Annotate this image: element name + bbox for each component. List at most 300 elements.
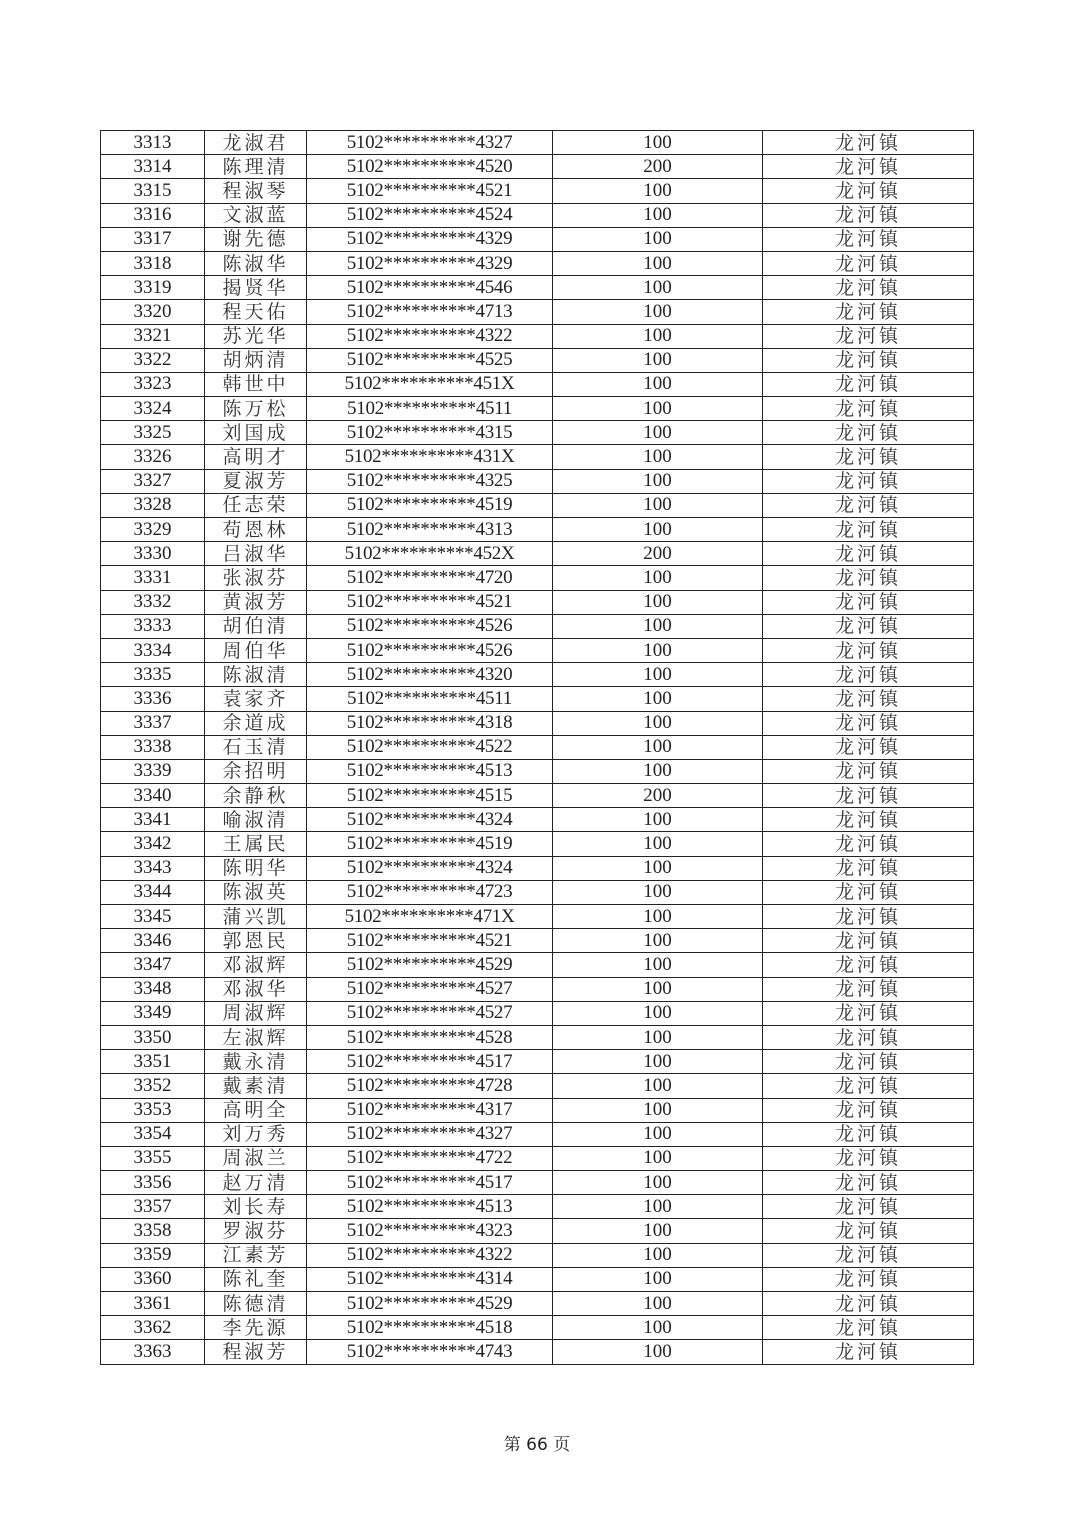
- name-cell: 邓淑华: [205, 977, 307, 1001]
- name-cell: 陈淑清: [205, 663, 307, 687]
- name-cell: 黄淑芳: [205, 590, 307, 614]
- id-number-cell: 5102**********4520: [307, 155, 553, 179]
- name-cell: 任志荣: [205, 493, 307, 517]
- name-cell: 陈德清: [205, 1292, 307, 1316]
- table-row: [101, 1340, 974, 1364]
- table-row: [101, 735, 974, 759]
- id-number-cell: 5102**********4320: [307, 663, 553, 687]
- amount-cell: 100: [553, 1001, 763, 1025]
- table-row: [101, 1025, 974, 1049]
- amount-cell: 100: [553, 711, 763, 735]
- township-cell: 龙河镇: [763, 397, 974, 421]
- row-number-cell: 3331: [101, 566, 205, 590]
- table-row: [101, 203, 974, 227]
- row-number-cell: 3329: [101, 518, 205, 542]
- row-number-cell: 3361: [101, 1292, 205, 1316]
- township-cell: 龙河镇: [763, 687, 974, 711]
- amount-cell: 100: [553, 372, 763, 396]
- table-row: [101, 421, 974, 445]
- name-cell: 谢先德: [205, 227, 307, 251]
- name-cell: 左淑辉: [205, 1025, 307, 1049]
- table-row: [101, 566, 974, 590]
- amount-cell: 100: [553, 1025, 763, 1049]
- amount-cell: 100: [553, 590, 763, 614]
- amount-cell: 100: [553, 808, 763, 832]
- amount-cell: 100: [553, 638, 763, 662]
- amount-cell: 100: [553, 1146, 763, 1170]
- name-cell: 程天佑: [205, 300, 307, 324]
- id-number-cell: 5102**********4322: [307, 324, 553, 348]
- row-number-cell: 3338: [101, 735, 205, 759]
- amount-cell: 100: [553, 1074, 763, 1098]
- id-number-cell: 5102**********4546: [307, 276, 553, 300]
- township-cell: 龙河镇: [763, 614, 974, 638]
- id-number-cell: 5102**********4526: [307, 638, 553, 662]
- id-number-cell: 5102**********4517: [307, 1171, 553, 1195]
- id-number-cell: 5102**********4327: [307, 1122, 553, 1146]
- row-number-cell: 3362: [101, 1316, 205, 1340]
- name-cell: 揭贤华: [205, 276, 307, 300]
- amount-cell: 100: [553, 203, 763, 227]
- id-number-cell: 5102**********4322: [307, 1243, 553, 1267]
- id-number-cell: 5102**********4315: [307, 421, 553, 445]
- id-number-cell: 5102**********4521: [307, 929, 553, 953]
- township-cell: 龙河镇: [763, 1122, 974, 1146]
- table-row: [101, 905, 974, 929]
- table-row: [101, 638, 974, 662]
- table-row: [101, 493, 974, 517]
- id-number-cell: 5102**********4327: [307, 131, 553, 155]
- amount-cell: 100: [553, 179, 763, 203]
- table-row: [101, 590, 974, 614]
- amount-cell: 100: [553, 324, 763, 348]
- amount-cell: 200: [553, 784, 763, 808]
- name-cell: 江素芳: [205, 1243, 307, 1267]
- amount-cell: 100: [553, 518, 763, 542]
- row-number-cell: 3349: [101, 1001, 205, 1025]
- township-cell: 龙河镇: [763, 1025, 974, 1049]
- name-cell: 郭恩民: [205, 929, 307, 953]
- row-number-cell: 3350: [101, 1025, 205, 1049]
- township-cell: 龙河镇: [763, 518, 974, 542]
- township-cell: 龙河镇: [763, 1074, 974, 1098]
- township-cell: 龙河镇: [763, 203, 974, 227]
- township-cell: 龙河镇: [763, 759, 974, 783]
- name-cell: 余招明: [205, 759, 307, 783]
- row-number-cell: 3359: [101, 1243, 205, 1267]
- row-number-cell: 3346: [101, 929, 205, 953]
- amount-cell: 100: [553, 397, 763, 421]
- row-number-cell: 3342: [101, 832, 205, 856]
- id-number-cell: 5102**********4528: [307, 1025, 553, 1049]
- table-row: [101, 977, 974, 1001]
- amount-cell: 100: [553, 469, 763, 493]
- table-row: [101, 1292, 974, 1316]
- table-row: [101, 929, 974, 953]
- township-cell: 龙河镇: [763, 1001, 974, 1025]
- table-row: [101, 663, 974, 687]
- name-cell: 胡炳清: [205, 348, 307, 372]
- township-cell: 龙河镇: [763, 735, 974, 759]
- township-cell: 龙河镇: [763, 638, 974, 662]
- id-number-cell: 5102**********4515: [307, 784, 553, 808]
- name-cell: 胡伯清: [205, 614, 307, 638]
- township-cell: 龙河镇: [763, 469, 974, 493]
- table-row: [101, 880, 974, 904]
- name-cell: 陈淑华: [205, 251, 307, 275]
- name-cell: 戴素清: [205, 1074, 307, 1098]
- township-cell: 龙河镇: [763, 832, 974, 856]
- row-number-cell: 3314: [101, 155, 205, 179]
- amount-cell: 100: [553, 977, 763, 1001]
- row-number-cell: 3340: [101, 784, 205, 808]
- name-cell: 高明才: [205, 445, 307, 469]
- id-number-cell: 5102**********4526: [307, 614, 553, 638]
- township-cell: 龙河镇: [763, 372, 974, 396]
- amount-cell: 100: [553, 276, 763, 300]
- row-number-cell: 3352: [101, 1074, 205, 1098]
- township-cell: 龙河镇: [763, 566, 974, 590]
- name-cell: 高明全: [205, 1098, 307, 1122]
- table-row: [101, 784, 974, 808]
- id-number-cell: 5102**********4511: [307, 687, 553, 711]
- township-cell: 龙河镇: [763, 880, 974, 904]
- row-number-cell: 3318: [101, 251, 205, 275]
- township-cell: 龙河镇: [763, 1243, 974, 1267]
- row-number-cell: 3325: [101, 421, 205, 445]
- table-row: [101, 276, 974, 300]
- amount-cell: 100: [553, 929, 763, 953]
- amount-cell: 100: [553, 614, 763, 638]
- amount-cell: 100: [553, 832, 763, 856]
- table-row: [101, 324, 974, 348]
- row-number-cell: 3316: [101, 203, 205, 227]
- id-number-cell: 5102**********4521: [307, 590, 553, 614]
- id-number-cell: 5102**********4519: [307, 493, 553, 517]
- township-cell: 龙河镇: [763, 324, 974, 348]
- row-number-cell: 3353: [101, 1098, 205, 1122]
- amount-cell: 200: [553, 542, 763, 566]
- township-cell: 龙河镇: [763, 808, 974, 832]
- row-number-cell: 3343: [101, 856, 205, 880]
- row-number-cell: 3337: [101, 711, 205, 735]
- id-number-cell: 5102**********4525: [307, 348, 553, 372]
- amount-cell: 100: [553, 227, 763, 251]
- name-cell: 周淑兰: [205, 1146, 307, 1170]
- name-cell: 余静秋: [205, 784, 307, 808]
- id-number-cell: 5102**********4519: [307, 832, 553, 856]
- name-cell: 韩世中: [205, 372, 307, 396]
- amount-cell: 100: [553, 493, 763, 517]
- township-cell: 龙河镇: [763, 856, 974, 880]
- row-number-cell: 3327: [101, 469, 205, 493]
- id-number-cell: 5102**********4317: [307, 1098, 553, 1122]
- id-number-cell: 5102**********4743: [307, 1340, 553, 1364]
- name-cell: 余道成: [205, 711, 307, 735]
- name-cell: 王属民: [205, 832, 307, 856]
- id-number-cell: 5102**********4728: [307, 1074, 553, 1098]
- id-number-cell: 5102**********4324: [307, 808, 553, 832]
- table-row: [101, 1316, 974, 1340]
- id-number-cell: 5102**********4527: [307, 977, 553, 1001]
- amount-cell: 100: [553, 953, 763, 977]
- township-cell: 龙河镇: [763, 1316, 974, 1340]
- id-number-cell: 5102**********4513: [307, 1195, 553, 1219]
- id-number-cell: 5102**********431X: [307, 445, 553, 469]
- township-cell: 龙河镇: [763, 1098, 974, 1122]
- row-number-cell: 3360: [101, 1267, 205, 1291]
- amount-cell: 100: [553, 566, 763, 590]
- table-row: [101, 1098, 974, 1122]
- township-cell: 龙河镇: [763, 953, 974, 977]
- township-cell: 龙河镇: [763, 131, 974, 155]
- table-row: [101, 1219, 974, 1243]
- row-number-cell: 3313: [101, 131, 205, 155]
- row-number-cell: 3348: [101, 977, 205, 1001]
- id-number-cell: 5102**********4329: [307, 227, 553, 251]
- id-number-cell: 5102**********4517: [307, 1050, 553, 1074]
- name-cell: 陈淑英: [205, 880, 307, 904]
- name-cell: 陈万松: [205, 397, 307, 421]
- row-number-cell: 3351: [101, 1050, 205, 1074]
- row-number-cell: 3334: [101, 638, 205, 662]
- township-cell: 龙河镇: [763, 663, 974, 687]
- table-row: [101, 518, 974, 542]
- township-cell: 龙河镇: [763, 1340, 974, 1364]
- amount-cell: 100: [553, 131, 763, 155]
- table-row: [101, 808, 974, 832]
- row-number-cell: 3336: [101, 687, 205, 711]
- row-number-cell: 3328: [101, 493, 205, 517]
- row-number-cell: 3355: [101, 1146, 205, 1170]
- row-number-cell: 3324: [101, 397, 205, 421]
- township-cell: 龙河镇: [763, 421, 974, 445]
- township-cell: 龙河镇: [763, 251, 974, 275]
- table-row: [101, 1001, 974, 1025]
- id-number-cell: 5102**********4527: [307, 1001, 553, 1025]
- id-number-cell: 5102**********4720: [307, 566, 553, 590]
- name-cell: 喻淑清: [205, 808, 307, 832]
- amount-cell: 100: [553, 251, 763, 275]
- township-cell: 龙河镇: [763, 179, 974, 203]
- name-cell: 刘万秀: [205, 1122, 307, 1146]
- township-cell: 龙河镇: [763, 542, 974, 566]
- amount-cell: 100: [553, 1340, 763, 1364]
- row-number-cell: 3358: [101, 1219, 205, 1243]
- table-row: [101, 155, 974, 179]
- table-row: [101, 227, 974, 251]
- amount-cell: 100: [553, 1219, 763, 1243]
- name-cell: 袁家齐: [205, 687, 307, 711]
- amount-cell: 100: [553, 300, 763, 324]
- id-number-cell: 5102**********4324: [307, 856, 553, 880]
- name-cell: 龙淑君: [205, 131, 307, 155]
- name-cell: 刘国成: [205, 421, 307, 445]
- row-number-cell: 3344: [101, 880, 205, 904]
- amount-cell: 100: [553, 1122, 763, 1146]
- name-cell: 李先源: [205, 1316, 307, 1340]
- row-number-cell: 3341: [101, 808, 205, 832]
- amount-cell: 100: [553, 1195, 763, 1219]
- table-row: [101, 687, 974, 711]
- name-cell: 张淑芬: [205, 566, 307, 590]
- township-cell: 龙河镇: [763, 711, 974, 735]
- id-number-cell: 5102**********4529: [307, 953, 553, 977]
- name-cell: 周淑辉: [205, 1001, 307, 1025]
- row-number-cell: 3319: [101, 276, 205, 300]
- roster-table: [100, 130, 974, 1365]
- name-cell: 苟恩林: [205, 518, 307, 542]
- township-cell: 龙河镇: [763, 493, 974, 517]
- table-row: [101, 469, 974, 493]
- amount-cell: 100: [553, 759, 763, 783]
- name-cell: 陈明华: [205, 856, 307, 880]
- name-cell: 陈礼奎: [205, 1267, 307, 1291]
- id-number-cell: 5102**********4529: [307, 1292, 553, 1316]
- township-cell: 龙河镇: [763, 1292, 974, 1316]
- id-number-cell: 5102**********451X: [307, 372, 553, 396]
- id-number-cell: 5102**********4723: [307, 880, 553, 904]
- amount-cell: 200: [553, 155, 763, 179]
- table-row: [101, 953, 974, 977]
- id-number-cell: 5102**********4522: [307, 735, 553, 759]
- id-number-cell: 5102**********4314: [307, 1267, 553, 1291]
- row-number-cell: 3333: [101, 614, 205, 638]
- id-number-cell: 5102**********4323: [307, 1219, 553, 1243]
- amount-cell: 100: [553, 1292, 763, 1316]
- name-cell: 陈理清: [205, 155, 307, 179]
- id-number-cell: 5102**********471X: [307, 905, 553, 929]
- table-row: [101, 372, 974, 396]
- amount-cell: 100: [553, 880, 763, 904]
- table-row: [101, 1122, 974, 1146]
- table-row: [101, 1243, 974, 1267]
- township-cell: 龙河镇: [763, 276, 974, 300]
- table-row: [101, 445, 974, 469]
- id-number-cell: 5102**********4521: [307, 179, 553, 203]
- table-row: [101, 711, 974, 735]
- table-row: [101, 1267, 974, 1291]
- row-number-cell: 3347: [101, 953, 205, 977]
- township-cell: 龙河镇: [763, 590, 974, 614]
- name-cell: 石玉清: [205, 735, 307, 759]
- id-number-cell: 5102**********4318: [307, 711, 553, 735]
- table-row: [101, 179, 974, 203]
- row-number-cell: 3332: [101, 590, 205, 614]
- id-number-cell: 5102**********4518: [307, 1316, 553, 1340]
- township-cell: 龙河镇: [763, 227, 974, 251]
- amount-cell: 100: [553, 348, 763, 372]
- row-number-cell: 3354: [101, 1122, 205, 1146]
- row-number-cell: 3322: [101, 348, 205, 372]
- row-number-cell: 3323: [101, 372, 205, 396]
- row-number-cell: 3315: [101, 179, 205, 203]
- row-number-cell: 3357: [101, 1195, 205, 1219]
- township-cell: 龙河镇: [763, 1267, 974, 1291]
- township-cell: 龙河镇: [763, 1195, 974, 1219]
- amount-cell: 100: [553, 687, 763, 711]
- amount-cell: 100: [553, 1050, 763, 1074]
- id-number-cell: 5102**********4313: [307, 518, 553, 542]
- name-cell: 邓淑辉: [205, 953, 307, 977]
- table-row: [101, 397, 974, 421]
- table-row: [101, 1074, 974, 1098]
- table-row: [101, 542, 974, 566]
- row-number-cell: 3320: [101, 300, 205, 324]
- amount-cell: 100: [553, 1098, 763, 1122]
- township-cell: 龙河镇: [763, 445, 974, 469]
- row-number-cell: 3321: [101, 324, 205, 348]
- name-cell: 程淑芳: [205, 1340, 307, 1364]
- name-cell: 刘长寿: [205, 1195, 307, 1219]
- amount-cell: 100: [553, 1316, 763, 1340]
- table-row: [101, 300, 974, 324]
- table-row: [101, 348, 974, 372]
- name-cell: 周伯华: [205, 638, 307, 662]
- township-cell: 龙河镇: [763, 977, 974, 1001]
- row-number-cell: 3345: [101, 905, 205, 929]
- amount-cell: 100: [553, 905, 763, 929]
- table-row: [101, 614, 974, 638]
- township-cell: 龙河镇: [763, 784, 974, 808]
- row-number-cell: 3363: [101, 1340, 205, 1364]
- township-cell: 龙河镇: [763, 155, 974, 179]
- row-number-cell: 3335: [101, 663, 205, 687]
- amount-cell: 100: [553, 1171, 763, 1195]
- id-number-cell: 5102**********4511: [307, 397, 553, 421]
- township-cell: 龙河镇: [763, 905, 974, 929]
- amount-cell: 100: [553, 856, 763, 880]
- table-row: [101, 1171, 974, 1195]
- township-cell: 龙河镇: [763, 1050, 974, 1074]
- row-number-cell: 3330: [101, 542, 205, 566]
- table-row: [101, 856, 974, 880]
- table-row: [101, 1050, 974, 1074]
- table-row: [101, 251, 974, 275]
- name-cell: 罗淑芬: [205, 1219, 307, 1243]
- township-cell: 龙河镇: [763, 929, 974, 953]
- table-row: [101, 832, 974, 856]
- amount-cell: 100: [553, 735, 763, 759]
- id-number-cell: 5102**********4325: [307, 469, 553, 493]
- row-number-cell: 3326: [101, 445, 205, 469]
- row-number-cell: 3356: [101, 1171, 205, 1195]
- township-cell: 龙河镇: [763, 300, 974, 324]
- id-number-cell: 5102**********4513: [307, 759, 553, 783]
- id-number-cell: 5102**********4713: [307, 300, 553, 324]
- name-cell: 赵万清: [205, 1171, 307, 1195]
- id-number-cell: 5102**********452X: [307, 542, 553, 566]
- table-row: [101, 131, 974, 155]
- township-cell: 龙河镇: [763, 1146, 974, 1170]
- township-cell: 龙河镇: [763, 348, 974, 372]
- name-cell: 戴永清: [205, 1050, 307, 1074]
- name-cell: 苏光华: [205, 324, 307, 348]
- row-number-cell: 3339: [101, 759, 205, 783]
- table-row: [101, 1195, 974, 1219]
- name-cell: 文淑蓝: [205, 203, 307, 227]
- page-number: 第 66 页: [503, 1435, 571, 1455]
- id-number-cell: 5102**********4524: [307, 203, 553, 227]
- table-row: [101, 759, 974, 783]
- name-cell: 吕淑华: [205, 542, 307, 566]
- table-row: [101, 1146, 974, 1170]
- row-number-cell: 3317: [101, 227, 205, 251]
- amount-cell: 100: [553, 1267, 763, 1291]
- amount-cell: 100: [553, 1243, 763, 1267]
- id-number-cell: 5102**********4329: [307, 251, 553, 275]
- name-cell: 夏淑芳: [205, 469, 307, 493]
